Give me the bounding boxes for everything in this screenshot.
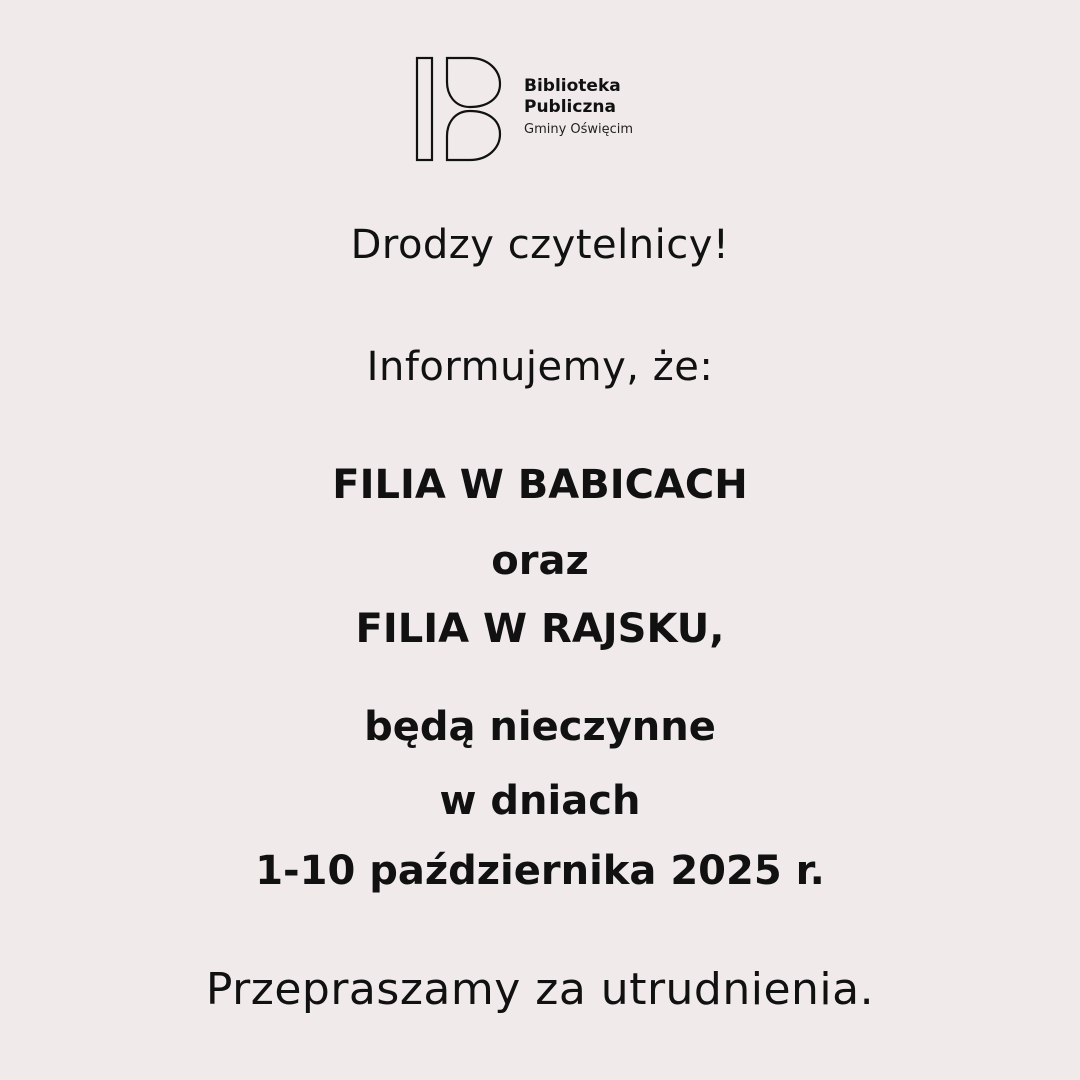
library-name-line3: Gminy Oświęcim xyxy=(524,122,634,137)
library-name-line1: Biblioteka xyxy=(524,76,621,96)
closed-text: będą nieczynne xyxy=(364,704,716,750)
in-days-text: w dniach xyxy=(439,778,641,824)
library-logo-icon xyxy=(414,54,514,166)
branch-rajsko: FILIA W RAJSKU, xyxy=(355,606,725,652)
inform-text: Informujemy, że: xyxy=(366,344,714,390)
library-logo xyxy=(414,54,674,166)
branch-babice: FILIA W BABICACH xyxy=(332,462,748,508)
library-name-line2: Publiczna xyxy=(524,97,616,117)
conjunction-text: oraz xyxy=(491,538,589,584)
apology-text: Przepraszamy za utrudnienia. xyxy=(205,964,875,1015)
greeting-text: Drodzy czytelnicy! xyxy=(350,222,730,268)
library-logo-text xyxy=(524,76,633,139)
closure-dates: 1-10 października 2025 r. xyxy=(255,848,825,894)
